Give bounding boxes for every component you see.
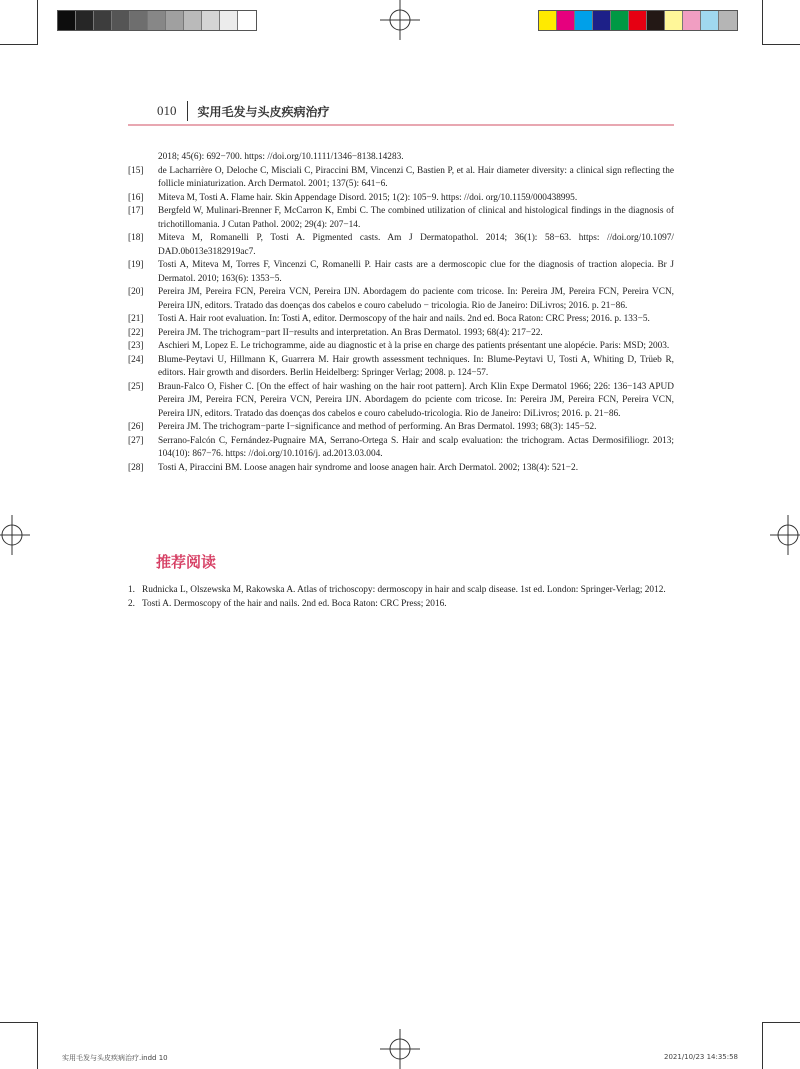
color-swatch: [557, 11, 575, 30]
reference-item: [128, 313, 674, 327]
reference-item: [128, 165, 674, 192]
reference-item: [128, 354, 674, 381]
reference-item: [128, 205, 674, 232]
reference-text: Pereira JM, Pereira FCN, Pereira VCN, Pereira IJN. Abordagem do paciente com tricose. In: Pereira JM, Pereira FCN, Pereira VCN, Pereira IJN, editors. Tratado das doenças dos cabelos e couro cabeludo − tricologia. Rio de Janeiro: DiLivros; 2016. p. 21−86.: [158, 287, 674, 311]
reference-number: [26]: [128, 422, 144, 432]
reading-item: [128, 584, 674, 598]
reference-item: [128, 435, 674, 462]
running-header: [157, 100, 330, 122]
reference-item: [128, 327, 674, 341]
reference-number: [15]: [128, 165, 144, 176]
color-swatch: [575, 11, 593, 30]
color-swatch: [611, 11, 629, 30]
reference-number: [18]: [128, 233, 144, 243]
registration-mark-icon: [770, 515, 800, 555]
reference-number: [19]: [128, 260, 144, 270]
recommended-reading-list: [128, 584, 674, 611]
color-swatch: [647, 11, 665, 30]
reference-number: [22]: [128, 327, 144, 338]
color-swatch: [94, 11, 112, 30]
reference-number: [16]: [128, 192, 144, 203]
color-swatch: [629, 11, 647, 30]
reference-list: [128, 151, 674, 475]
gray-calibration-bar: [57, 10, 257, 31]
reference-number: [128, 151, 158, 165]
color-swatch: [593, 11, 611, 30]
crop-mark: [37, 1022, 38, 1069]
reference-text: Miteva M, Tosti A. Flame hair. Skin Appendage Disord. 2015; 1(2): 105−9. https: //doi. org/10.1159/000438995.: [158, 192, 578, 203]
color-swatch: [683, 11, 701, 30]
reading-number: 2.: [128, 598, 135, 609]
reference-number: [20]: [128, 287, 144, 297]
reading-number: 1.: [128, 585, 135, 595]
reference-number: [28]: [128, 462, 144, 473]
reference-text: Miteva M, Romanelli P, Tosti A. Pigmented casts. Am J Dermatopathol. 2014; 36(1): 58−63. https: //doi.org/10.1097/ DAD.0b013e3182919ac7.: [158, 233, 674, 257]
reference-text: Tosti A. Hair root evaluation. In: Tosti A, editor. Dermoscopy of the hair and nails. 2nd ed. Boca Raton: CRC Press; 2016. p. 133−5.: [158, 314, 650, 324]
recommended-reading-title: 推荐阅读: [156, 553, 217, 571]
reading-item: [128, 598, 674, 612]
color-swatch: [184, 11, 202, 30]
reference-item: [128, 462, 674, 476]
color-swatch: [220, 11, 238, 30]
reference-text: de Lacharrière O, Deloche C, Misciali C, Piraccini BM, Vincenzi C, Bastien P, et al. Hair diameter diversity: a clinical sign reflecting the follicle miniaturization. Arch Dermatol. 2001; 137(5): 641−6.: [158, 165, 674, 189]
reference-item: [128, 259, 674, 286]
color-swatch: [238, 11, 256, 30]
color-swatch: [539, 11, 557, 30]
crop-mark: [0, 1022, 37, 1023]
header-rule: [128, 124, 674, 126]
color-swatch: [130, 11, 148, 30]
reference-text: Aschieri M, Lopez E. Le trichogramme, aide au diagnostic et à la prise en charge des patients présentant une alopécie. Paris: MSD; 2003.: [158, 341, 670, 351]
color-swatch: [112, 11, 130, 30]
reference-item: [128, 232, 674, 259]
reference-number: [25]: [128, 381, 144, 392]
book-title: 实用毛发与头皮疾病治疗: [197, 104, 330, 119]
crop-mark: [762, 1022, 763, 1069]
crop-mark: [762, 1022, 800, 1023]
reference-text: Pereira JM. The trichogram−parte I−significance and method of performing. An Bras Dermatol. 1993; 68(3): 145−52.: [158, 422, 597, 432]
color-swatch: [76, 11, 94, 30]
crop-mark: [0, 44, 37, 45]
reference-number: [24]: [128, 354, 144, 365]
reference-item: [128, 286, 674, 313]
print-timestamp: 2021/10/23 14:35:58: [664, 1053, 739, 1061]
color-swatch: [148, 11, 166, 30]
color-swatch: [58, 11, 76, 30]
color-swatch: [665, 11, 683, 30]
reference-text: Serrano-Falcón C, Fernández-Pugnaire MA, Serrano-Ortega S. Hair and scalp evaluation: the trichogram. Actas Dermosifiliogr. 2013; 104(10): 867−76. https: //doi.org/10.1016/j. ad.2013.03.004.: [158, 435, 674, 459]
reference-text: Tosti A, Piraccini BM. Loose anagen hair syndrome and loose anagen hair. Arch Dermatol. 2002; 138(4): 521−2.: [158, 462, 579, 473]
reference-number: [17]: [128, 206, 144, 216]
header-divider: [187, 101, 188, 121]
reference-item: [128, 192, 674, 206]
file-slug: 实用毛发与头皮疾病治疗.indd 10: [62, 1054, 168, 1062]
crop-mark: [762, 0, 763, 45]
reference-text: Blume-Peytavi U, Hillmann K, Guarrera M. Hair growth assessment techniques. In: Blume-Peytavi U, Tosti A, Whiting D, Trüeb R, editors. Hair growth and disorders. Berlin Heidelberg: Springer Verlag; 2008. p. 124−57.: [158, 354, 674, 378]
reference-item: [128, 381, 674, 422]
reference-number: [27]: [128, 435, 144, 446]
reference-text: Tosti A, Miteva M, Torres F, Vincenzi C, Romanelli P. Hair casts are a dermoscopic clue for the diagnosis of traction alopecia. Br J Dermatol. 2010; 163(6): 1353−5.: [158, 260, 674, 284]
page-number: 010: [157, 103, 177, 118]
crop-mark: [762, 44, 800, 45]
reference-item: [128, 421, 674, 435]
color-swatch: [701, 11, 719, 30]
reference-text: Braun-Falco O, Fisher C. [On the effect of hair washing on the hair root pattern]. Arch Klin Expe Dermatol 1966; 226: 136−143 APUD Pereira JM, Pereira FCN, Pereira VCN, Pereira IJN. Abordagem do pciente com tricose. In: Pereira JM, Pereira FCN, Pereira VCN, Pereira IJN, editors. Tratado das doenças dos cabelos e couro cabeludo-tricologia. Rio de Janeiro: DiLivros; 2016. p. 21−86.: [158, 381, 674, 419]
reference-text: Pereira JM. The trichogram−part II−results and interpretation. An Bras Dermatol. 1993; 68(4): 217−22.: [158, 327, 543, 338]
registration-mark-icon: [380, 0, 420, 40]
crop-mark: [37, 0, 38, 45]
reference-text: Bergfeld W, Mulinari-Brenner F, McCarron K, Embi C. The combined utilization of clinical and histological findings in the diagnosis of trichotillomania. J Cutan Pathol. 2002; 29(4): 207−14.: [158, 206, 674, 230]
registration-mark-icon: [380, 1029, 420, 1069]
color-swatch: [166, 11, 184, 30]
registration-mark-icon: [0, 515, 30, 555]
reference-item: [128, 151, 674, 165]
reference-number: [21]: [128, 314, 144, 324]
color-swatch: [202, 11, 220, 30]
reading-text: Tosti A. Dermoscopy of the hair and nails. 2nd ed. Boca Raton: CRC Press; 2016.: [142, 598, 447, 609]
color-swatch: [719, 11, 737, 30]
reference-number: [23]: [128, 341, 144, 351]
reference-item: [128, 340, 674, 354]
reading-text: Rudnicka L, Olszewska M, Rakowska A. Atlas of trichoscopy: dermoscopy in hair and scalp disease. 1st ed. London: Springer-Verlag; 2012.: [142, 585, 666, 595]
color-calibration-bar: [538, 10, 738, 31]
reference-text: 2018; 45(6): 692−700. https: //doi.org/10.1111/1346−8138.14283.: [158, 152, 404, 162]
